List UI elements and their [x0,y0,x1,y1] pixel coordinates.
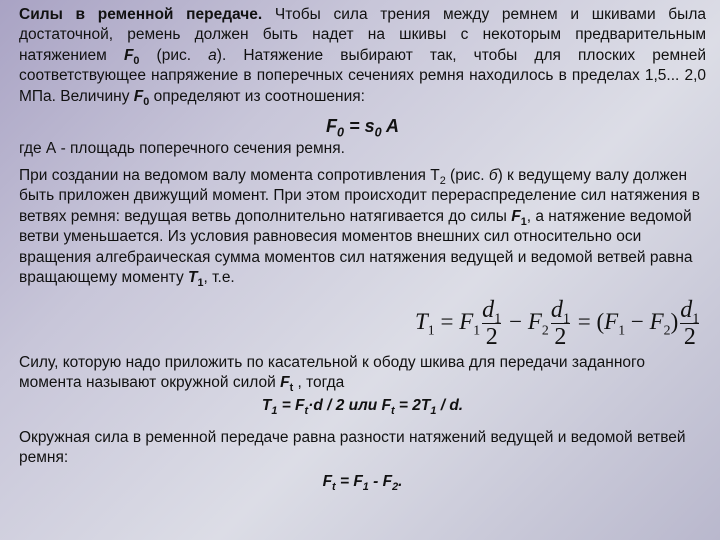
paragraph-area-definition: где А - площадь поперечного сечения ремня. [19,140,345,157]
symbol-f0: F [123,46,134,64]
formula-ft: $T_1 = F_t\cdot d / 2$ или $F_t = 2T_1 / d$. [261,397,464,418]
paragraph-difference: Окружная сила в ременной передаче равна разности натяжений ведущей и ведомой ветвей ремня: [19,429,686,467]
paragraph-moments: При создании на ведомом валу момента сопротивления $T_2$ (рис. б) к ведущему валу должен быть приложен движущий момент. При этом происходит перераспределение сил натяжения в ветвях ремня: ведущая ветвь дополнительно натягивается до силы $F_1$, а натяжение ведомой ветви уменьшается. Из условия равновесия моментов внешних сил относительно оси вращения алгебраическая сумма моментов сил натяжения ведущей и ведомой ветвей равна вращающему моменту $T_1$, т.е. [19,167,700,290]
fraction-d1-over-2: $\frac{d_1}{2}$ [482,297,502,350]
figure-ref-b: б [488,167,498,184]
paragraph-belt-forces: Силы в ременной передаче. Чтобы сила трения между ремнем и шкивами была достаточной, ремень должен быть надет на шкивы с некоторым предварительным натяжением $F_0$ (рис. а). Натяжение выбирают так, чтобы для плоских ремней соответствующее напряжение в поперечных сечениях ремня находилось в пределах 1,5... 2,0 МПа. Величину $F_0$ определяют из соотношения: [19,6,707,108]
paragraph-tangential-force: Силу, которую надо приложить по касательной к ободу шкива для передачи заданного момента называют окружной силой $F_t$ , тогда [19,354,645,395]
p1-text: Чтобы сила трения между ремнем и шкивами была достаточной, ремень должен быть надет на шкивы с некоторым предварительным натяжением [19,6,706,64]
fraction-d1-over-2-b: $\frac{d_1}{2}$ [550,297,571,350]
figure-ref-a: а [208,46,217,64]
formula-torque: $T_1 = F_1$ $\frac{d_1}{2}$ − $F_2$ $\frac{d_1}{2}$ = $(F_1 - F_2)$ $\frac{d_1}{2}$ [415,297,700,350]
formula-f0: $F_0 = s_0$ A [326,116,399,140]
formula-difference: $F_t = F_1 - F_2$. [322,473,403,494]
symbol-f0-2: F [133,87,144,105]
fraction-d1-over-2-c: $\frac{d_1}{2}$ [680,297,700,350]
section-heading: Силы в ременной передаче. [19,6,263,23]
